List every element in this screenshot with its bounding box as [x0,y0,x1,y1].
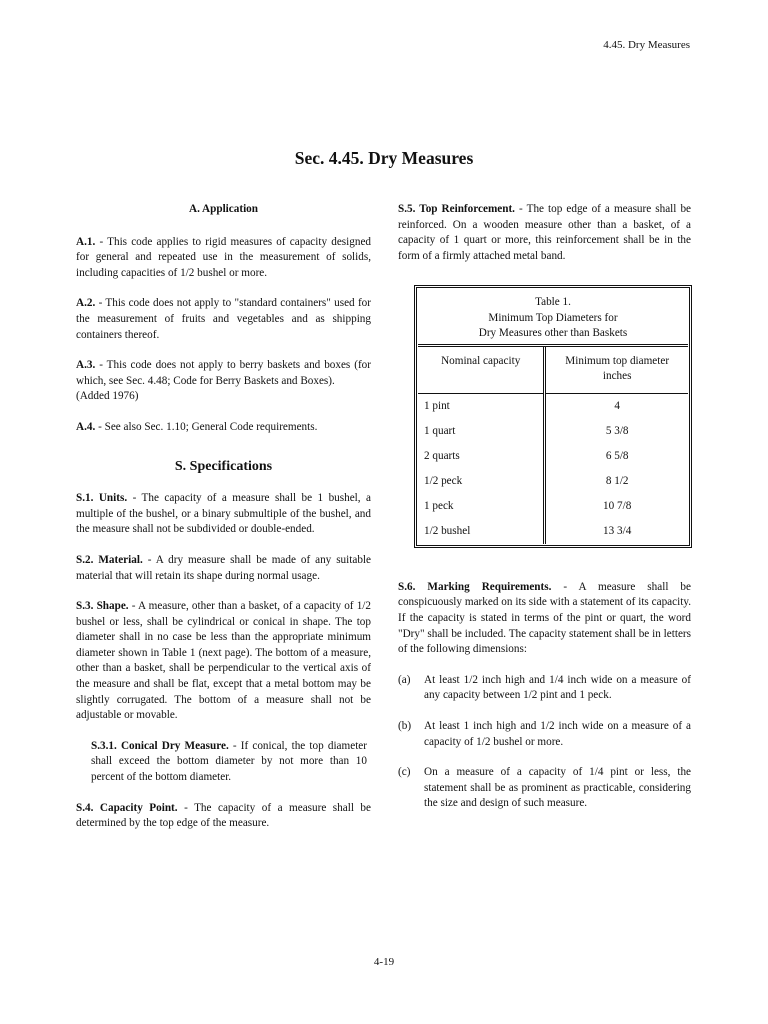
text-s1: - The capacity of a measure shall be 1 bushel, a multiple of the bushel, or a binary submultiple of the bushel, and the measure shall not be subdivided or double-ended. [76,492,371,536]
paragraph-s5 [398,202,691,264]
table-row [418,519,688,544]
specifications-heading: S. Specifications [174,458,273,474]
table-cell-diameter: 5 3/8 [605,424,629,437]
list-item-text: At least 1/2 inch high and 1/4 inch wide on a measure of any capacity between 1/2 pint and 1 peck. [424,673,691,702]
list-item-text: On a measure of a capacity of 1/4 pint or less, the statement shall be as prominent as practicable, considering the size and design of such measure. [424,766,691,810]
label-a3: A.3. [76,359,96,372]
table-cell-capacity: 1 pint [418,393,545,419]
table-row [418,469,688,494]
table-row [418,393,688,419]
table-cell-diameter: 4 [614,399,620,412]
text-s4: - The capacity of a measure shall be determined by the top edge of the measure. [76,801,371,830]
text-a2: - This code does not apply to "standard containers" used for the measurement of fruits and vegetables and as shipping containers thereof. [76,297,371,341]
table-caption [418,289,688,345]
table-caption-line-2: Dry Measures other than Baskets [478,327,628,340]
paragraph-a3 [76,358,371,389]
label-a1: A.1. [76,235,96,248]
text-a4: - See also Sec. 1.10; General Code requirements. [95,420,318,433]
table-cell-diameter: 6 5/8 [605,449,629,462]
page-title: Sec. 4.45. Dry Measures [294,148,474,168]
right-column [398,202,691,812]
table-cell-diameter: 8 1/2 [605,474,629,487]
table-cell-diameter: 10 7/8 [603,499,632,512]
left-column [76,202,371,832]
paragraph-a1 [76,235,371,282]
table-cell-diameter: 13 3/4 [603,524,632,537]
label-s2: S.2. Material. [76,553,143,566]
minimum-diameter-table [418,289,688,544]
running-head: 4.45. Dry Measures [603,39,690,51]
list-item-label: (c) [398,766,411,779]
table-header-diameter [545,345,688,393]
label-s4: S.4. Capacity Point. [76,801,178,814]
label-s1: S.1. Units. [76,492,128,505]
page-number: 4-19 [373,956,395,968]
paragraph-a2 [76,296,371,343]
list-item [398,765,691,812]
table-header-capacity: Nominal capacity [418,345,545,393]
table-row [418,494,688,519]
note-a3: (Added 1976) [76,390,139,403]
label-s5: S.5. Top Reinforcement. [398,203,515,215]
table-cell-capacity: 1 peck [418,494,545,519]
text-s3: - A measure, other than a basket, of a capacity of 1/2 bushel or less, shall be cylindrical or conical in shape. The top diameter shall in no case be less than the appropriate minimum diameter shown in Table 1 (next page). The bottom of a measure, other than a basket, shall be perpendicular to the vertical axis of the measure and shall be flat, except that a metal bottom may be slightly corrugated. The bottom of a measure shall not be adjustable or movable. [76,600,371,722]
application-heading: A. Application [188,203,258,215]
table-caption-line-1: Minimum Top Diameters for [488,311,618,324]
label-a4: A.4. [76,420,96,433]
table-caption-number: Table 1. [535,296,571,309]
paragraph-s6 [398,580,691,658]
text-s6: - A measure shall be conspicuously marked on its side with a statement of its capacity. If the capacity is stated in terms of the pint or quart, the word "Dry" shall be included. The capacity statement shall be in letters of the following dimensions: [398,580,691,656]
list-item-text: At least 1 inch high and 1/2 inch wide on a measure of a capacity of 1/2 bushel or more. [424,720,691,748]
table-cell-capacity: 1/2 peck [418,469,545,494]
paragraph-s31 [91,739,367,786]
text-s2: - A dry measure shall be made of any suitable material that will retain its shape during normal usage. [76,553,371,582]
table-cell-capacity: 1/2 bushel [418,519,545,544]
label-s3: S.3. Shape. [76,600,129,613]
table-cell-capacity: 2 quarts [418,444,545,469]
text-s5: - The top edge of a measure shall be reinforced. On a wooden measure other than a basket, of a capacity of 1 quart or more, this reinforcement shall be in the form of a firmly attached metal band. [398,203,692,262]
label-s31: S.3.1. Conical Dry Measure. [91,739,229,752]
table-row [418,419,688,444]
table-cell-capacity: 1 quart [418,419,545,444]
text-a1: - This code applies to rigid measures of capacity designed for general and repeated use in the measurement of solids, including capacities of 1/2 bushel or more. [76,235,371,279]
table-row [418,444,688,469]
label-a2: A.2. [76,297,96,310]
label-s6: S.6. Marking Requirements. [398,580,552,593]
table-header-diameter-line-1: Minimum top diameter [565,354,670,367]
list-item-label: (b) [398,720,412,733]
paragraph-s4 [76,801,371,832]
paragraph-s1 [76,491,371,538]
paragraph-s3 [76,599,371,724]
table-1 [414,285,692,548]
paragraph-s2 [76,553,371,584]
text-s31: - If conical, the top diameter shall exceed the bottom diameter by not more than 10 percent of the bottom diameter. [91,739,367,784]
text-a3: - This code does not apply to berry baskets and boxes (for which, see Sec. 4.48; Code for Berry Baskets and Boxes). [76,359,371,387]
list-item [398,719,691,750]
list-item [398,673,691,704]
paragraph-a4 [76,420,371,436]
list-item-label: (a) [398,673,411,686]
table-header-diameter-line-2: inches [602,370,632,383]
